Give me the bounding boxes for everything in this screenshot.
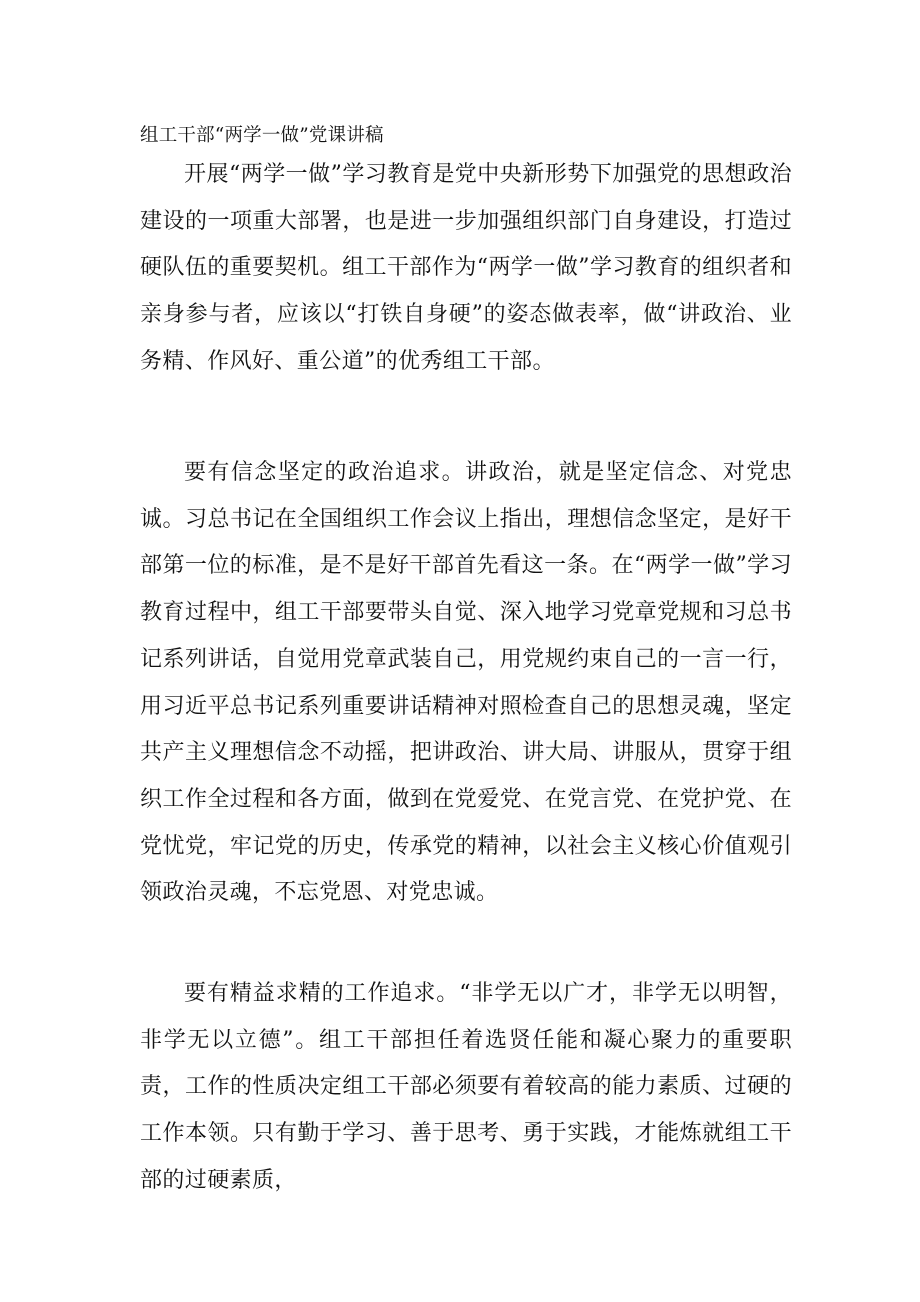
paragraph-work-pursuit: 要有精益求精的工作追求。“非学无以广才，非学无以明智，非学无以立德”。组工干部担任着选贤任能和凝心聚力的重要职责，工作的性质决定组工干部必须要有着较高的能力素质、过硬的工作本领。只有勤于学习、善于思考、勇于实践，才能炼就组工干部的过硬素质， xyxy=(140,981,792,1193)
paragraph-intro: 开展“两学一做”学习教育是党中央新形势下加强党的思想政治建设的一项重大部署，也是进一步加强组织部门自身建设，打造过硬队伍的重要契机。组工干部作为“两学一做”学习教育的组织者和亲身参与者，应该以“打铁自身硬”的姿态做表率，做“讲政治、业务精、作风好、重公道”的优秀组工干部。 xyxy=(140,162,792,374)
paragraph-political-pursuit: 要有信念坚定的政治追求。讲政治，就是坚定信念、对党忠诚。习总书记在全国组织工作会议上指出，理想信念坚定，是好干部第一位的标准，是不是好干部首先看这一条。在“两学一做”学习教育过程中，组工干部要带头自觉、深入地学习党章党规和习总书记系列讲话，自觉用党章武装自己，用党规约束自己的一言一行，用习近平总书记系列重要讲话精神对照检查自己的思想灵魂，坚定共产主义理想信念不动摇，把讲政治、讲大局、讲服从，贯穿于组织工作全过程和各方面，做到在党爱党、在党言党、在党护党、在党忧党，牢记党的历史，传承党的精神，以社会主义核心价值观引领政治灵魂，不忘党恩、对党忠诚。 xyxy=(140,460,792,906)
document-title: 组工干部“两学一做”党课讲稿 xyxy=(140,125,384,146)
